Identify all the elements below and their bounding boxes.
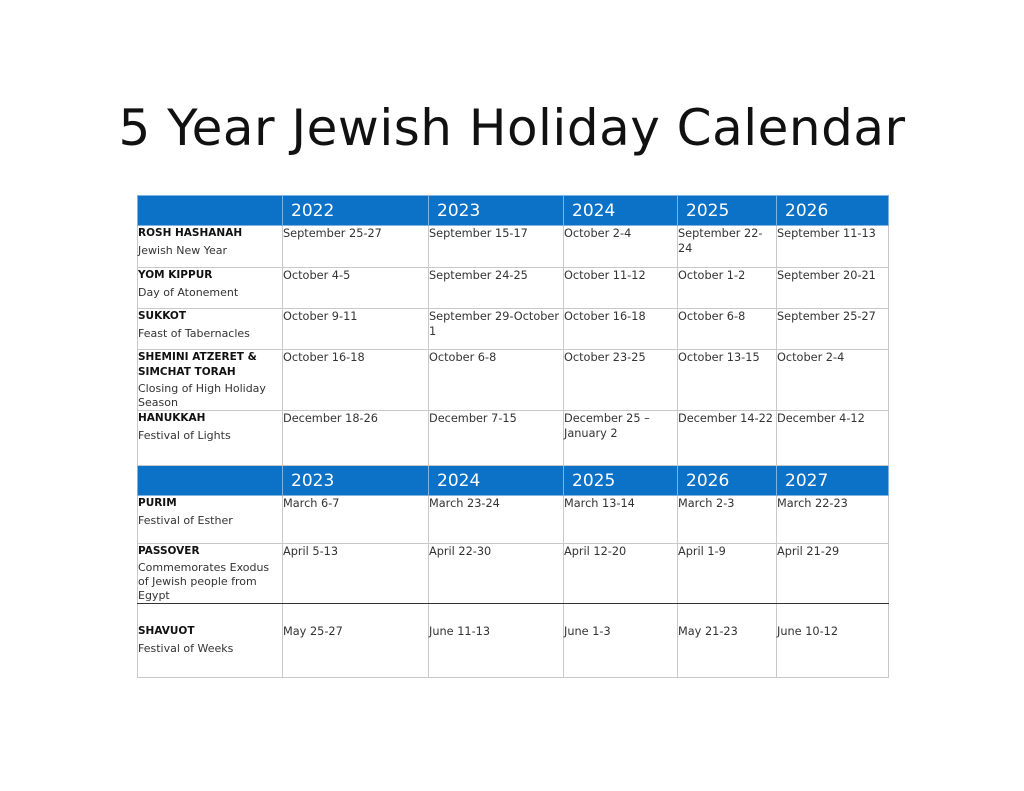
holiday-name: SHEMINI ATZERET & SIMCHAT TORAH <box>138 351 257 378</box>
date-cell: September 29-October 1 <box>429 309 564 350</box>
holiday-name: SUKKOT <box>138 310 186 322</box>
date-cell: April 12-20 <box>564 544 678 604</box>
date-cell: October 2-4 <box>564 226 678 268</box>
date-cell: October 9-11 <box>283 309 429 350</box>
date-cell: October 6-8 <box>678 309 777 350</box>
holiday-row-rosh-hashanah <box>138 226 889 268</box>
date-cell: March 23-24 <box>429 496 564 544</box>
date-cell: October 16-18 <box>283 350 429 411</box>
date-cell: October 2-4 <box>777 350 889 411</box>
year-header: 2022 <box>283 196 429 226</box>
holiday-row-purim <box>138 496 889 544</box>
date-cell: April 21-29 <box>777 544 889 604</box>
year-header: 2026 <box>777 196 889 226</box>
holiday-description: Day of Atonement <box>138 286 239 299</box>
date-cell: October 11-12 <box>564 268 678 309</box>
year-header: 2024 <box>429 466 564 496</box>
holiday-row-shemini-atzeret <box>138 350 889 411</box>
holiday-name: HANUKKAH <box>138 412 206 424</box>
date-cell: March 22-23 <box>777 496 889 544</box>
year-header: 2025 <box>564 466 678 496</box>
holiday-cell <box>138 604 283 678</box>
holiday-row-hanukkah <box>138 411 889 466</box>
holiday-row-shavuot <box>138 604 889 678</box>
holiday-description: Festival of Weeks <box>138 642 234 655</box>
date-cell: September 11-13 <box>777 226 889 268</box>
date-cell: March 2-3 <box>678 496 777 544</box>
date-cell: September 24-25 <box>429 268 564 309</box>
holiday-cell <box>138 309 283 350</box>
date-cell: December 4-12 <box>777 411 889 466</box>
holiday-name: SHAVUOT <box>138 625 195 637</box>
date-cell: March 6-7 <box>283 496 429 544</box>
holiday-description: Closing of High Holiday Season <box>138 382 266 409</box>
date-cell: April 1-9 <box>678 544 777 604</box>
holiday-cell <box>138 350 283 411</box>
holiday-calendar-table <box>137 195 889 678</box>
date-cell: September 22-24 <box>678 226 777 268</box>
holiday-cell <box>138 226 283 268</box>
date-cell: June 10-12 <box>777 604 889 678</box>
holiday-name: ROSH HASHANAH <box>138 227 243 239</box>
year-header: 2023 <box>429 196 564 226</box>
date-cell: December 18-26 <box>283 411 429 466</box>
holiday-description: Feast of Tabernacles <box>138 327 250 340</box>
holiday-row-sukkot <box>138 309 889 350</box>
holiday-description: Commemorates Exodus of Jewish people from Egypt <box>138 561 270 602</box>
date-cell: September 20-21 <box>777 268 889 309</box>
holiday-name: YOM KIPPUR <box>138 269 213 281</box>
date-cell: October 4-5 <box>283 268 429 309</box>
date-cell: April 5-13 <box>283 544 429 604</box>
holiday-cell <box>138 411 283 466</box>
year-header: 2025 <box>678 196 777 226</box>
year-header: 2024 <box>564 196 678 226</box>
year-header: 2026 <box>678 466 777 496</box>
year-header: 2027 <box>777 466 889 496</box>
year-header-row <box>138 466 889 496</box>
holiday-cell <box>138 496 283 544</box>
date-cell: June 11-13 <box>429 604 564 678</box>
holiday-name: PASSOVER <box>138 545 200 557</box>
date-cell: December 25 – January 2 <box>564 411 678 466</box>
holiday-description: Festival of Lights <box>138 429 231 442</box>
page-title: 5 Year Jewish Holiday Calendar <box>118 99 906 157</box>
date-cell: September 25-27 <box>777 309 889 350</box>
date-cell: April 22-30 <box>429 544 564 604</box>
date-cell: May 21-23 <box>678 604 777 678</box>
holiday-description: Festival of Esther <box>138 514 233 527</box>
year-header: 2023 <box>283 466 429 496</box>
date-cell: October 1-2 <box>678 268 777 309</box>
holiday-name: PURIM <box>138 497 177 509</box>
holiday-description: Jewish New Year <box>138 244 228 257</box>
holiday-cell <box>138 544 283 604</box>
header-blank-cell <box>138 466 283 496</box>
date-cell: December 7-15 <box>429 411 564 466</box>
header-blank-cell <box>138 196 283 226</box>
holiday-row-yom-kippur <box>138 268 889 309</box>
date-cell: December 14-22 <box>678 411 777 466</box>
date-cell: October 16-18 <box>564 309 678 350</box>
date-cell: June 1-3 <box>564 604 678 678</box>
holiday-row-passover <box>138 544 889 604</box>
date-cell: September 25-27 <box>283 226 429 268</box>
date-cell: October 23-25 <box>564 350 678 411</box>
date-cell: October 6-8 <box>429 350 564 411</box>
date-cell: September 15-17 <box>429 226 564 268</box>
date-cell: October 13-15 <box>678 350 777 411</box>
date-cell: March 13-14 <box>564 496 678 544</box>
holiday-cell <box>138 268 283 309</box>
year-header-row <box>138 196 889 226</box>
date-cell: May 25-27 <box>283 604 429 678</box>
